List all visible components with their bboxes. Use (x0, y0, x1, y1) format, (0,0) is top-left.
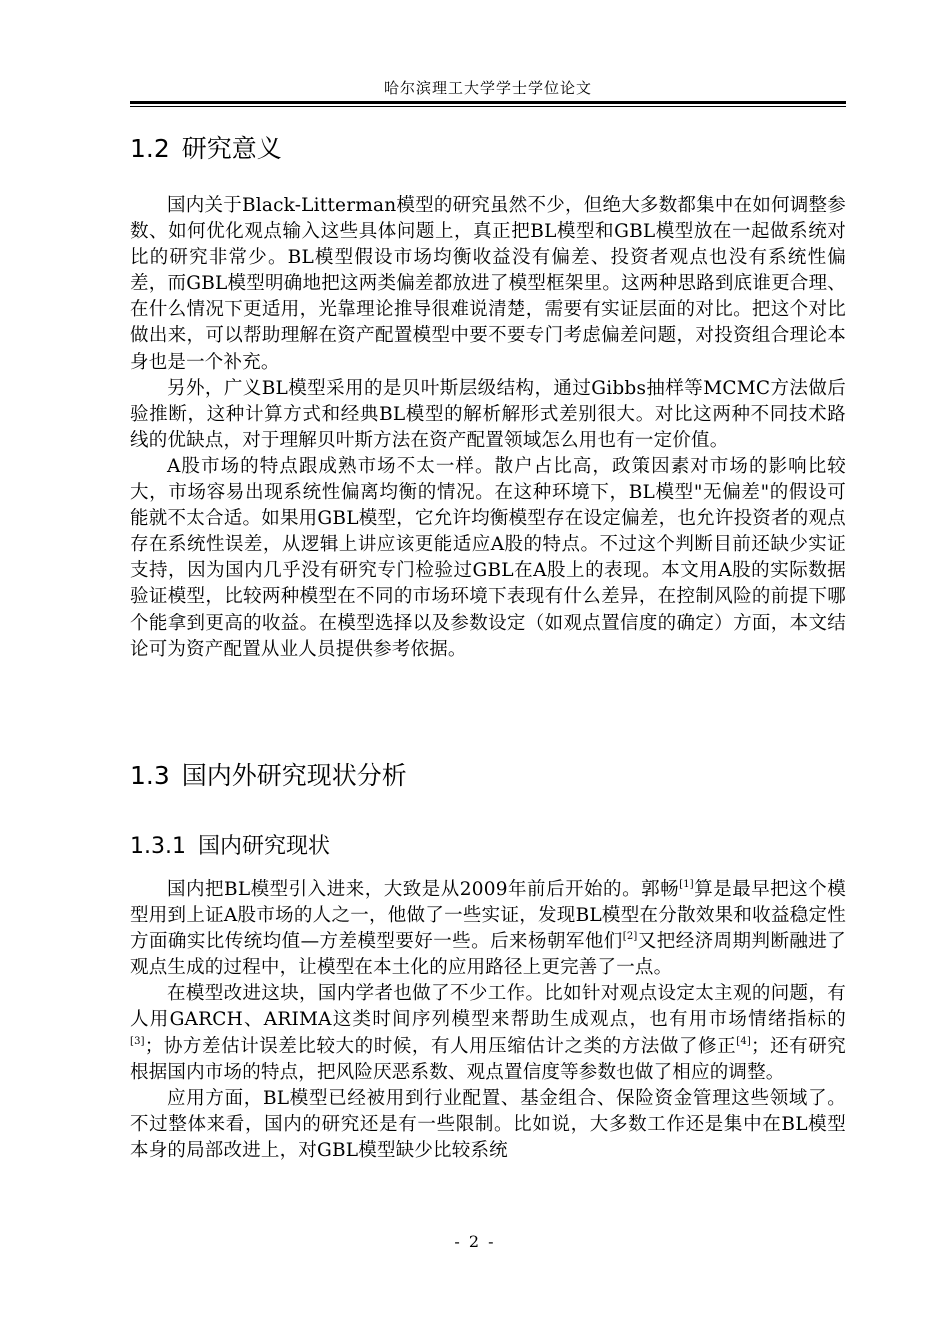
section-1-3-1-body (130, 877, 846, 1164)
citation: [3] (130, 1035, 145, 1047)
section-number: 1.2 (130, 134, 170, 163)
text-run: ；还有研究根据国内市场的特点，把风险厌恶系数、观点置信度等参数也做了相应的调整。 (130, 1035, 846, 1083)
page-number: - 2 - (454, 1232, 496, 1251)
subsection-number: 1.3.1 (130, 834, 186, 859)
paragraph: 应用方面，BL模型已经被用到行业配置、基金组合、保险资金管理这些领域了。不过整体来看，国内的研究还是有一些限制。比如说，大多数工作还是集中在BL模型本身的局部改进上，对GBL模型缺少比较系统 (130, 1087, 846, 1161)
paragraph: A股市场的特点跟成熟市场不太一样。散户占比高，政策因素对市场的影响比较大，市场容易出现系统性偏离均衡的情况。在这种环境下，BL模型"无偏差"的假设可能就不太合适。如果用GBL模型，它允许均衡模型存在设定偏差，也允许投资者的观点存在系统性误差，从逻辑上讲应该更能适应A股的特点。不过这个判断目前还缺少实证支持，因为国内几乎没有研究专门检验过GBL在A股上的表现。本文用A股的实际数据验证模型，比较两种模型在不同的市场环境下表现有什么差异，在控制风险的前提下哪个能拿到更高的收益。在模型选择以及参数设定（如观点置信度的确定）方面，本文结论可为资产配置从业人员提供参考依据。 (130, 455, 846, 660)
section-title: 国内外研究现状分析 (181, 761, 407, 790)
text-run: 算是最早把这个模型用到上证A股市场的人之一，他做了一些实证，发现BL模型在分散效果和收益稳定性方面确实比传统均值—方差模型要好一些。后来杨朝军他们 (130, 879, 847, 953)
section-number: 1.3 (130, 761, 170, 790)
paragraph: 国内关于Black-Litterman模型的研究虽然不少，但绝大多数都集中在如何调整参数、如何优化观点输入这些具体问题上，真正把BL模型和GBL模型放在一起做系统对比的研究非常少。BL模型假设市场均衡收益没有偏差、投资者观点也没有系统性偏差，而GBL模型明确地把这两类偏差都放进了模型框架里。这两种思路到底谁更合理、在什么情况下更适用，光靠理论推导很难说清楚，需要有实证层面的对比。把这个对比做出来，可以帮助理解在资产配置模型中要不要专门考虑偏差问题，对投资组合理论本身也是一个补充。 (130, 195, 846, 373)
text-run: ；协方差估计误差比较大的时候，有人用压缩估计之类的方法做了修正 (144, 1035, 737, 1057)
text-run: 又把经济周期判断融进了观点生成的过程中，让模型在本土化的应用路径上更完善了一点。 (130, 931, 847, 979)
running-header: 哈尔滨理工大学学士学位论文 (383, 79, 592, 97)
section-heading-1-2 (130, 133, 846, 165)
header-rule-thick (130, 101, 846, 104)
citation: [4] (736, 1035, 751, 1047)
paragraph: 另外，广义BL模型采用的是贝叶斯层级结构，通过Gibbs抽样等MCMC方法做后验推断，这种计算方式和经典BL模型的解析解形式差别很大。对比这两种不同技术路线的优缺点，对于理解贝叶斯方法在资产配置领域怎么用也有一定价值。 (130, 377, 846, 451)
paragraph (130, 877, 846, 981)
citation: [1] (679, 879, 694, 890)
paragraph (130, 981, 846, 1085)
section-title: 研究意义 (181, 134, 282, 163)
subsection-title: 国内研究现状 (197, 834, 330, 859)
section-1-2-body (130, 193, 846, 663)
text-run: 在模型改进这块，国内学者也做了不少工作。比如针对观点设定太主观的问题，有人用GARCH、ARIMA这类时间序列模型来帮助生成观点，也有用市场情绪指标的 (130, 983, 846, 1031)
subsection-heading-1-3-1 (130, 832, 846, 862)
text-run: 国内把BL模型引入进来，大致是从2009年前后开始的。郭畅 (167, 879, 680, 900)
citation: [2] (622, 931, 638, 943)
section-heading-1-3 (130, 760, 846, 792)
header-rule-thin (130, 106, 846, 107)
